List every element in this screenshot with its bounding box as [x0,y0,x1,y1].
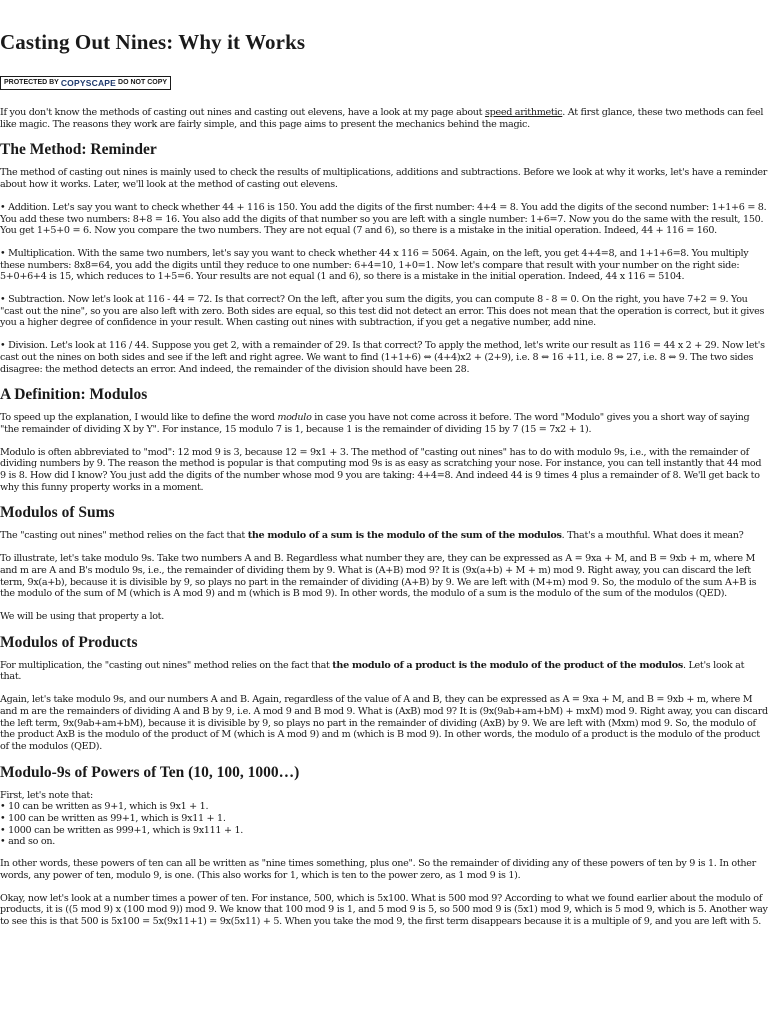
paragraph: We will be using that property a lot. [0,610,164,622]
powers-list [0,790,768,849]
text: For multiplication, the "casting out nines" method relies on the fact that [0,659,333,671]
paragraph-modulo-definition [0,412,768,435]
paragraph: Okay, now let's look at a number times a power of ten. For instance, 500, which is 5x100. What is 500 mod 9? According to what we found earlier about the modulo of products, it is ((5 mod 9) x (100 mod 9)) mod 9. We know that 100 mod 9 is 1, and 5 mod 9 is 5, so 500 mod 9 is (5x1) mod 9, which is 5 mod 9, which is 5. Another way to see this is that 500 is 5x100 = 5x(9x11+1) = 9x(5x11) + 5. When you take the mod 9, the first term disappears because it is a multiple of 9, and you are left with 5. [0,892,768,927]
list-item: • 1000 can be written as 999+1, which is 9x111 + 1. [0,824,244,836]
paragraph: Modulo is often abbreviated to "mod": 12 mod 9 is 3, because 12 = 9x1 + 3. The method of "casting out nines" has to do with modulo 9s, i.e., with the remainder of dividing numbers by 9. The reason the method is popular is that computing mod 9s is as easy as scratching your nose. For instance, you can tell instantly that 44 mod 9 is 8. How did I know? You just add the digits of the number whose mod 9 you are taking: 4+4=8. And indeed 44 is 9 times 4 plus a remainder of 8. We'll get back to why this funny property works in a moment. [0,446,762,493]
intro-text-end: . At first glance, these two methods can feel like magic. The reasons they work are fairly simple, and this page aims to present the mechanics behind the magic. [0,107,764,130]
text: in case you have not come across it before. The word "Modulo" gives you a short way of saying "the remainder of dividing X by Y". For instance, 15 modulo 7 is 1, because 1 is the remainder of dividing 15 by 7 (15 = 7x2 + 1). [0,412,750,435]
list-item: First, let's note that: [0,789,93,801]
intro-paragraph [0,107,768,130]
section-heading-reminder: The Method: Reminder [0,141,157,159]
badge-post: DO NOT COPY [118,79,168,86]
bold-statement: the modulo of a sum is the modulo of the sum of the modulos [247,530,562,542]
copyscape-badge[interactable] [0,76,171,90]
paragraph-multiplication: • Multiplication. With the same two numbers, let's say you want to check whether 44 x 116 = 5064. Again, on the left, you get 4+4=8, and 1+1+6=8. You multiply these numbers: 8x8=64, you add the digits until they reduce to one number: 6+4=10, 1+0=1. Now let's compare that result with your number on the right side: 5+0+6+4 is 15, which reduces to 1+5=6. Your results are not equal (1 and 6), so there is a mistake in the initial operation. Indeed, 44 x 116 = 5104. [0,247,749,283]
section-heading-modulos: A Definition: Modulos [0,386,148,404]
list-item: • 10 can be written as 9+1, which is 9x1 + 1. [0,801,209,813]
section-heading-products: Modulos of Products [0,633,138,651]
intro-text: If you don't know the methods of casting out nines and casting out elevens, have a look at my page about [0,107,485,118]
text: . Let's look at that. [0,659,745,683]
text: The "casting out nines" method relies on the fact that [0,530,248,542]
paragraph-division: • Division. Let's look at 116 / 44. Suppose you get 2, with a remainder of 29. Is that correct? To apply the method, let's write our result as 116 = 44 x 2 + 29. Now let's cast out the nines on both sides and see if the left and right agree. We want to find (1+1+6) ⇔ (4+4)x2 + (2+9), i.e. 8 ⇔ 16 +11, i.e. 8 ⇔ 27, i.e. 8 ⇔ 9. The two sides disagree: the method detects an error. And indeed, the remainder of the division should have been 28. [0,340,765,375]
text: . That's a mouthful. What does it mean? [561,530,744,542]
emphasis-modulo: modulo [277,412,312,424]
paragraph-subtraction: • Subtraction. Now let's look at 116 - 44 = 72. Is that correct? On the left, after you sum the digits, you can compute 8 - 8 = 0. On the right, you have 7+2 = 9. You "cast out the nine", so you are also left with zero. Both sides are equal, so this test did not detect an error. This does not mean that the operation is correct, but it gives you a higher degree of confidence in your result. When casting out nines with subtraction, if you get a negative number, add nine. [0,294,765,329]
paragraph: Again, let's take modulo 9s, and our numbers A and B. Again, regardless of the value of A and B, they can be expressed as A = 9xa + M, and B = 9xb + m, where M and m are the remainders of dividing A and B by 9, i.e. A mod 9 and B mod 9. What is (AxB) mod 9? It is (9x(9ab+am+bM) + mxM) mod 9. Right away, you can discard the left term, 9x(9ab+am+bM), because it is divisible by 9, so plays no part in the remainder of dividing (AxB) by 9. We are left with (Mxm) mod 9. So, the modulo of the product AxB is the modulo of the product of M (which is A mod 9) and m (which is B mod 9). In other words, the modulo of a product is the modulo of the product of the modulos (QED). [0,694,768,752]
speed-arithmetic-link[interactable]: speed arithmetic [485,107,563,118]
section-heading-powers-of-ten: Modulo-9s of Powers of Ten (10, 100, 1000…) [0,763,300,781]
badge-pre: PROTECTED BY [4,79,59,86]
list-item: • 100 can be written as 99+1, which is 9x11 + 1. [0,813,226,825]
paragraph: To illustrate, let's take modulo 9s. Take two numbers A and B. Regardless what number they are, they can be expressed as A = 9xa + M, and B = 9xb + m, where M and m are A and B's modulo 9s, i.e., the remainder of dividing them by 9. What is (A+B) mod 9? It is (9x(a+b) + M + m) mod 9. Right away, you can discard the left term, 9x(a+b), because it is divisible by 9, so plays no part in the remainder of dividing (A+B) by 9. We are left with (M+m) mod 9. So, the modulo of the sum A+B is the modulo of the sum of M (which is A mod 9) and m (which is B mod 9). In other words, the modulo of a sum is the modulo of the sum of the modulos (QED). [0,553,757,600]
paragraph [0,530,768,542]
bold-statement: the modulo of a product is the modulo of the product of the modulos [332,659,683,671]
page-title: Casting Out Nines: Why it Works [0,30,306,54]
paragraph: The method of casting out nines is mainly used to check the results of multiplications, additions and subtractions. Before we look at why it works, let's have a reminder about how it works. Later, we'll look at the method of casting out elevens. [0,167,768,191]
text: To speed up the explanation, I would like to define the word [0,412,278,424]
list-item: • and so on. [0,836,55,848]
paragraph [0,660,768,683]
paragraph: In other words, these powers of ten can all be written as "nine times something, plus one". So the remainder of dividing any of these powers of ten by 9 is 1. In other words, any power of ten, modulo 9, is one. (This also works for 1, which is ten to the power zero, as 1 mod 9 is 1). [0,858,756,881]
section-heading-sums: Modulos of Sums [0,504,115,522]
paragraph-addition: • Addition. Let's say you want to check whether 44 + 116 is 150. You add the digits of the first number: 4+4 = 8. You add the digits of the second number: 1+1+6 = 8. You add these two numbers: 8+8 = 16. You also add the digits of that number so you are left with a single number: 1+6=7. Now you do the same with the result, 150. You get 1+5+0 = 6. Now you compare the two numbers. They are not equal (7 and 6), so there is a mistake in the initial operation. Indeed, 44 + 116 = 160. [0,201,767,237]
badge-brand: COPYSCAPE [60,78,117,88]
